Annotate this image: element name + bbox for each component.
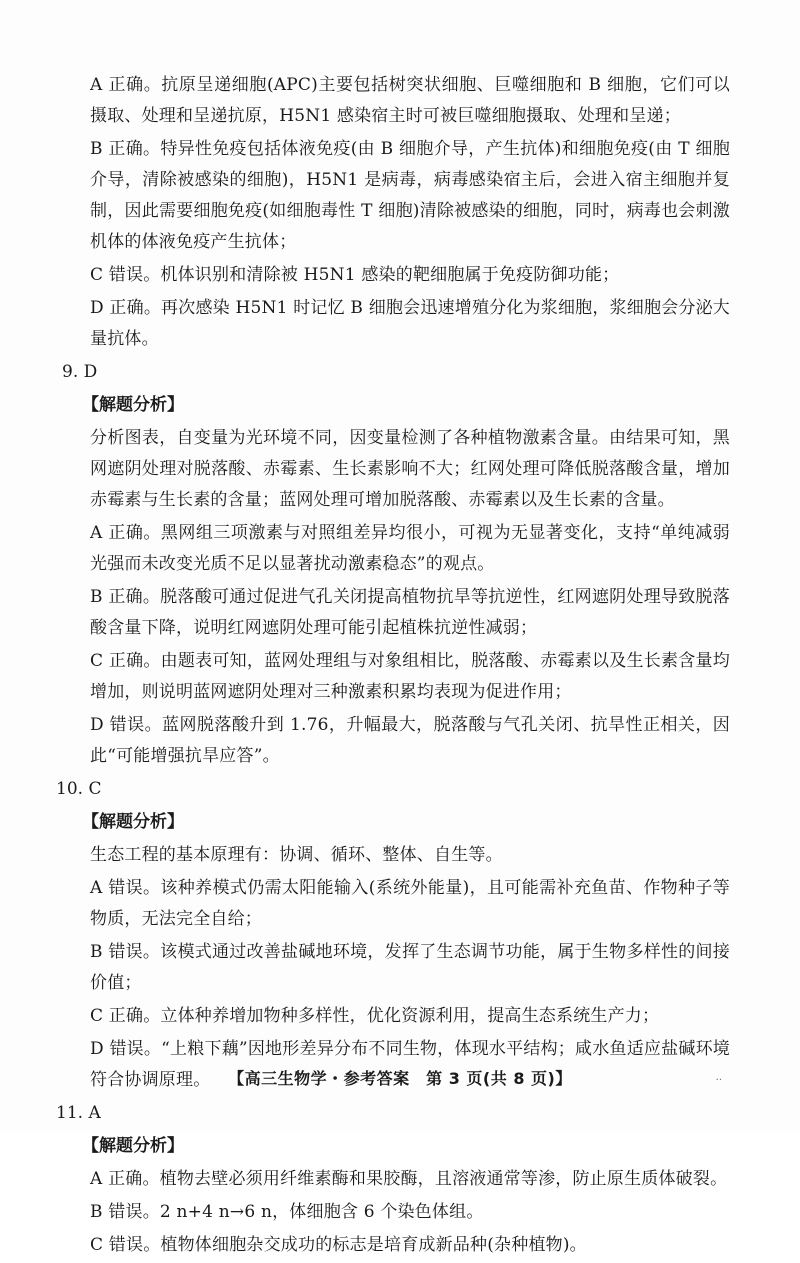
page-footer: 【高三生物学・参考答案 第 3 页(共 8 页)】 [228,1069,572,1088]
q11-option-b: B 错误。2 n+4 n→6 n，体细胞含 6 个染色体组。 [90,1202,484,1222]
q9-option-b: B 正确。脱落酸可通过促进气孔关闭提高植物抗旱等抗逆性，红网遮阴处理导致脱落酸含量下降，说明红网遮阴处理可能引起植株抗逆性减弱； [90,587,730,638]
q8-option-a: A 正确。抗原呈递细胞(APC)主要包括树突状细胞、巨噬细胞和 B 细胞，它们可以摄取、处理和呈递抗原，H5N1 感染宿主时可被巨噬细胞摄取、处理和呈递； [90,75,730,126]
q10-number: 10. C [56,779,102,799]
q9-option-a: A 正确。黑网组三项激素与对照组差异均很小，可视为无显著变化，支持“单纯减弱光强而未改变光质不足以显著扰动激素稳态”的观点。 [90,523,730,574]
q8-option-c: C 错误。机体识别和清除被 H5N1 感染的靶细胞属于免疫防御功能； [90,265,620,285]
q8-option-d: D 正确。再次感染 H5N1 时记忆 B 细胞会迅速增殖分化为浆细胞，浆细胞会分泌大量抗体。 [90,298,730,349]
q11-option-a: A 正确。植物去壁必须用纤维素酶和果胶酶，且溶液通常等渗，防止原生质体破裂。 [90,1169,728,1189]
q10-option-d: D 错误。“上粮下藕”因地形差异分布不同生物，体现水平结构；咸水鱼适应盐碱环境符合协调原理。 [90,1039,730,1090]
q11-heading: 【解题分析】 [82,1136,184,1156]
q9-number: 9. D [62,362,98,382]
q10-heading: 【解题分析】 [82,812,184,832]
corner-mark: .. [715,1072,722,1083]
q9-option-d: D 错误。蓝网脱落酸升到 1.76，升幅最大，脱落酸与气孔关闭、抗旱性正相关，因此“可能增强抗旱应答”。 [90,715,730,766]
q11-option-c: C 错误。植物体细胞杂交成功的标志是培育成新品种(杂种植物)。 [90,1235,587,1255]
q10-analysis: 生态工程的基本原理有：协调、循环、整体、自生等。 [90,845,503,865]
q9-analysis: 分析图表，自变量为光环境不同，因变量检测了各种植物激素含量。由结果可知，黑网遮阴处理对脱落酸、赤霉素、生长素影响不大；红网处理可降低脱落酸含量，增加赤霉素与生长素的含量；蓝网处理可增加脱落酸、赤霉素以及生长素的含量。 [90,428,730,510]
q10-option-a: A 错误。该种养模式仍需太阳能输入(系统外能量)，且可能需补充鱼苗、作物种子等物质，无法完全自给； [90,878,730,929]
q8-option-b: B 正确。特异性免疫包括体液免疫(由 B 细胞介导，产生抗体)和细胞免疫(由 T 细胞介导，清除被感染的细胞)，H5N1 是病毒，病毒感染宿主后，会进入宿主细胞并复制，因此需要细胞免疫(如细胞毒性 T 细胞)清除被感染的细胞，同时，病毒也会刺激机体的体液免疫产生抗体； [90,139,730,252]
q9-heading: 【解题分析】 [82,395,184,415]
q10-option-b: B 错误。该模式通过改善盐碱地环境，发挥了生态调节功能，属于生物多样性的间接价值； [90,942,730,993]
q9-option-c: C 正确。由题表可知，蓝网处理组与对象组相比，脱落酸、赤霉素以及生长素含量均增加，则说明蓝网遮阴处理对三种激素积累均表现为促进作用； [90,651,730,702]
q10-option-c: C 正确。立体种养增加物种多样性，优化资源利用，提高生态系统生产力； [90,1006,660,1026]
q11-number: 11. A [56,1103,101,1123]
